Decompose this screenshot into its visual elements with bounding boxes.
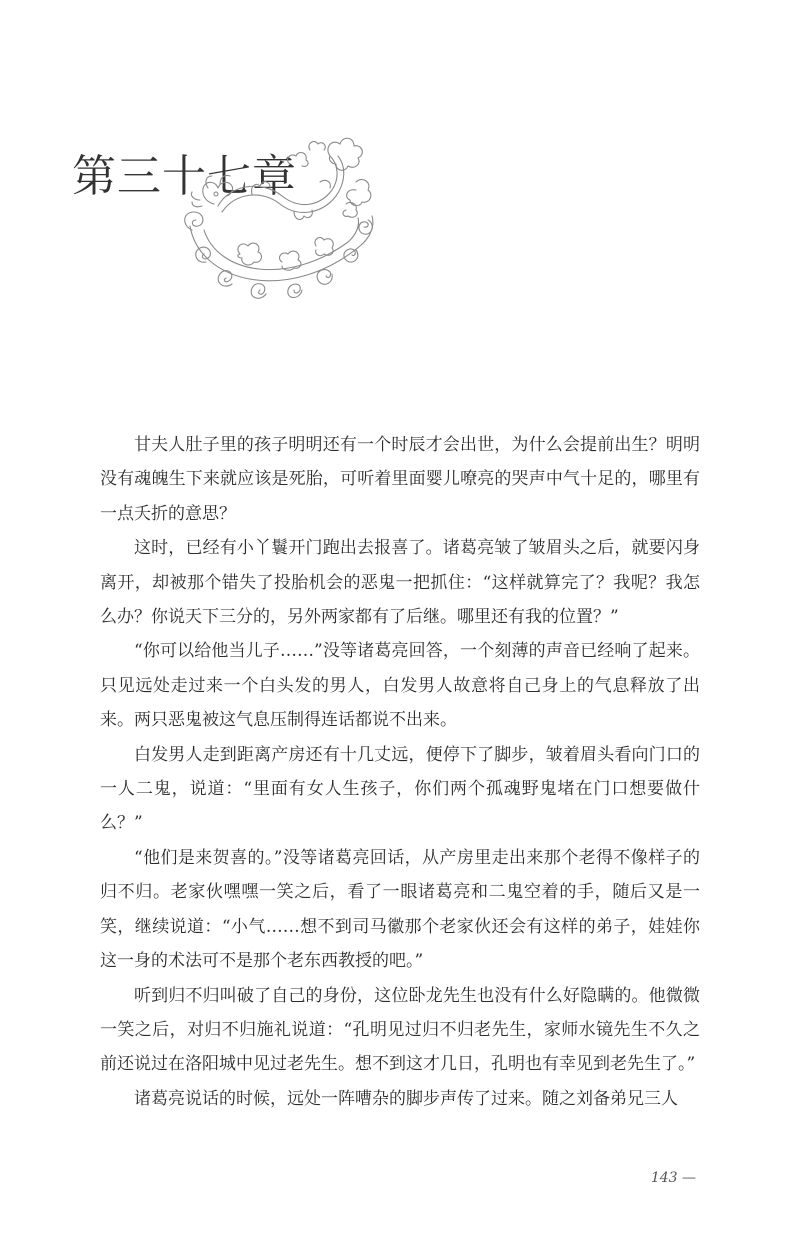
paragraph: 甘夫人肚子里的孩子明明还有一个时辰才会出世，为什么会提前出生？明明没有魂魄生下来就应该是死胎，可听着里面婴儿嘹亮的哭声中气十足的，哪里有一点夭折的意思？ <box>100 435 700 524</box>
chapter-title: 第三十七章 <box>72 151 297 202</box>
paragraph: 诸葛亮说话的时候，远处一阵嘈杂的脚步声传了过来。随之刘备弟兄三人 <box>134 1088 678 1109</box>
page-number: 143 — <box>650 1170 696 1186</box>
paragraph: 听到归不归叫破了自己的身份，这位卧龙先生也没有什么好隐瞒的。他微微一笑之后，对归不归施礼说道：“孔明见过归不归老先生，家师水镜先生不久之前还说过在洛阳城中见过老先生。想不到这才几日，孔明也有幸见到老先生了。” <box>100 985 700 1075</box>
paragraph: 这时，已经有小丫鬟开门跑出去报喜了。诸葛亮皱了皱眉头之后，就要闪身离开，却被那个错失了投胎机会的恶鬼一把抓住：“这样就算完了？我呢？我怎么办？你说天下三分的，另外两家都有了后继。哪里还有我的位置？” <box>100 538 700 628</box>
cloud-dragon-ornament-icon <box>170 134 380 304</box>
paragraph: 白发男人走到距离产房还有十几丈远，便停下了脚步，皱着眉头看向门口的一人二鬼，说道：“里面有女人生孩子，你们两个孤魂野鬼堵在门口想要做什么？” <box>100 744 700 834</box>
paragraph: “你可以给他当儿子……”没等诸葛亮回答，一个刻薄的声音已经响了起来。只见远处走过来一个白头发的男人，白发男人故意将自己身上的气息释放了出来。两只恶鬼被这气息压制得连话都说不出来。 <box>100 641 700 731</box>
chapter-body <box>100 428 700 1116</box>
paragraph: “他们是来贺喜的。”没等诸葛亮回话，从产房里走出来那个老得不像样子的归不归。老家伙嘿嘿一笑之后，看了一眼诸葛亮和二鬼空着的手，随后又是一笑，继续说道：“小气……想不到司马徽那个老家伙还会有这样的弟子，娃娃你这一身的术法可不是那个老东西教授的吧。” <box>100 847 700 972</box>
